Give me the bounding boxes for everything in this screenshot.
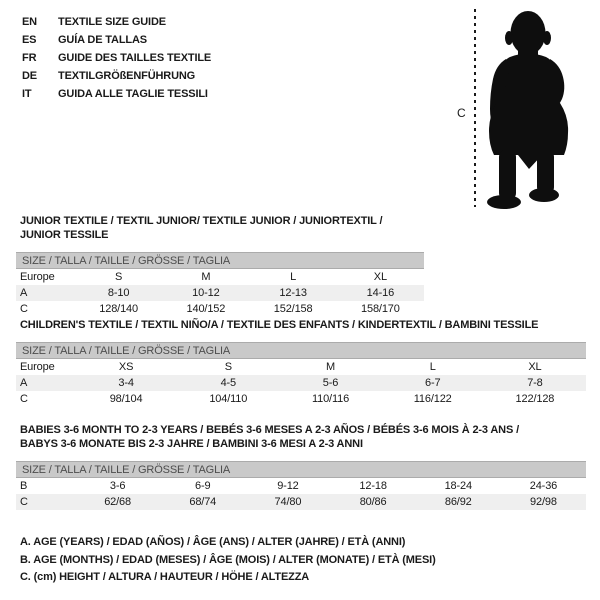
- language-code: DE: [22, 70, 37, 82]
- footnote-line: A. AGE (YEARS) / EDAD (AÑOS) / ÂGE (ANS) / ALTER (JAHRE) / ETÀ (ANNI): [20, 536, 406, 548]
- size-cell: 62/68: [104, 496, 131, 508]
- size-cell: M: [326, 361, 336, 373]
- size-cell: 12-13: [279, 287, 307, 299]
- size-cell: 24-36: [529, 480, 558, 492]
- size-cell: 18-24: [444, 480, 472, 492]
- language-row: [22, 49, 211, 67]
- row-label: A: [20, 287, 28, 299]
- table-row: [16, 391, 586, 407]
- language-row: [22, 85, 211, 103]
- childrens-textile-table: [16, 318, 586, 407]
- size-cell: 68/74: [189, 496, 217, 508]
- size-cell: 80/86: [359, 496, 387, 508]
- table-row: [16, 494, 586, 510]
- size-cell: XL: [373, 271, 387, 283]
- table-title-line: BABIES 3-6 MONTH TO 2-3 YEARS / BEBÉS 3-6 MESES A 2-3 AÑOS / BÉBÉS 3-6 MOIS À 2-3 ANS /: [20, 424, 519, 436]
- table-title: [16, 423, 586, 451]
- size-cell: 3-4: [118, 377, 134, 389]
- size-cell: 3-6: [109, 480, 126, 492]
- size-cell: 116/122: [413, 393, 452, 405]
- size-header-bar: SIZE / TALLA / TAILLE / GRÖSSE / TAGLIA: [16, 342, 586, 359]
- size-cell: 128/140: [99, 303, 138, 315]
- row-label: C: [20, 496, 28, 508]
- language-code: EN: [22, 16, 37, 28]
- size-cell: 152/158: [273, 303, 313, 315]
- size-cell: L: [429, 361, 436, 373]
- toddler-silhouette-icon: [480, 5, 580, 215]
- footnote-line: B. AGE (MONTHS) / EDAD (MESES) / ÂGE (MOIS) / ALTER (MONATE) / ETÀ (MESI): [20, 553, 436, 566]
- table-row: [16, 301, 424, 317]
- size-cell: 104/110: [209, 393, 248, 405]
- size-cell: 10-12: [192, 287, 220, 299]
- size-cell: 158/170: [361, 303, 400, 315]
- table-rows: [16, 359, 586, 407]
- row-label: Europe: [20, 271, 55, 283]
- size-cell: 140/152: [186, 303, 226, 315]
- size-cell: XL: [528, 361, 542, 373]
- size-cell: 4-5: [220, 377, 237, 389]
- height-measure-label: C: [457, 106, 466, 120]
- row-label: Europe: [20, 361, 55, 373]
- size-cell: M: [201, 271, 211, 283]
- junior-textile-table: [16, 214, 424, 317]
- size-cell: L: [290, 271, 297, 283]
- language-title: GUIDE DES TAILLES TEXTILE: [58, 52, 212, 64]
- size-cell: 98/104: [109, 393, 143, 405]
- row-label: C: [20, 393, 28, 405]
- size-cell: 92/98: [530, 496, 557, 508]
- table-row: [16, 269, 424, 285]
- language-title: GUIDA ALLE TAGLIE TESSILI: [58, 88, 208, 100]
- babies-textile-table: [16, 423, 586, 510]
- size-cell: 110/116: [311, 393, 350, 405]
- size-cell: 14-16: [366, 287, 395, 299]
- table-row: [16, 478, 586, 494]
- table-title: [16, 214, 424, 242]
- language-title: GUÍA DE TALLAS: [58, 34, 147, 46]
- size-cell: 9-12: [277, 480, 299, 492]
- row-label: C: [20, 303, 28, 315]
- table-rows: [16, 269, 424, 317]
- language-code: ES: [22, 34, 37, 46]
- size-cell: S: [224, 361, 232, 373]
- table-title-line: CHILDREN'S TEXTILE / TEXTIL NIÑO/A / TEXTILE DES ENFANTS / KINDERTEXTIL / BAMBINI TESSILE: [20, 319, 539, 331]
- size-cell: 6-7: [424, 377, 441, 389]
- height-measure-line: [474, 9, 476, 207]
- size-cell: 7-8: [527, 377, 543, 389]
- language-title-list: [22, 13, 211, 103]
- footnote-line: C. (cm) HEIGHT / ALTURA / HAUTEUR / HÖHE / ALTEZZA: [20, 571, 310, 583]
- size-cell: 86/92: [444, 496, 472, 508]
- table-row: [16, 285, 424, 301]
- size-cell: 8-10: [107, 287, 130, 299]
- language-title: TEXTILE SIZE GUIDE: [58, 16, 166, 28]
- table-title: [16, 318, 586, 332]
- language-title: TEXTILGRÖßENFÜHRUNG: [58, 70, 196, 82]
- table-title-line: JUNIOR TEXTILE / TEXTIL JUNIOR/ TEXTILE JUNIOR / JUNIORTEXTIL / JUNIOR TESSILE: [20, 215, 383, 241]
- language-code: FR: [22, 52, 37, 64]
- table-row: [16, 375, 586, 391]
- size-cell: S: [115, 271, 123, 283]
- size-cell: 74/80: [274, 496, 302, 508]
- table-rows: [16, 478, 586, 510]
- size-cell: 5-6: [322, 377, 339, 389]
- size-header-bar: SIZE / TALLA / TAILLE / GRÖSSE / TAGLIA: [16, 252, 424, 269]
- row-label: A: [20, 377, 28, 389]
- language-row: [22, 31, 211, 49]
- size-header-bar: SIZE / TALLA / TAILLE / GRÖSSE / TAGLIA: [16, 461, 586, 478]
- language-code: IT: [22, 88, 32, 100]
- language-row: [22, 67, 211, 85]
- size-cell: 122/128: [515, 393, 555, 405]
- size-cell: 12-18: [359, 480, 387, 492]
- size-cell: XS: [118, 361, 134, 373]
- row-label: B: [20, 480, 28, 492]
- table-title-line: BABYS 3-6 MONATE BIS 2-3 JAHRE / BAMBINI 3-6 MESI A 2-3 ANNI: [20, 438, 363, 450]
- language-row: [22, 13, 211, 31]
- size-cell: 6-9: [195, 480, 211, 492]
- table-row: [16, 359, 586, 375]
- footnotes: [20, 534, 436, 587]
